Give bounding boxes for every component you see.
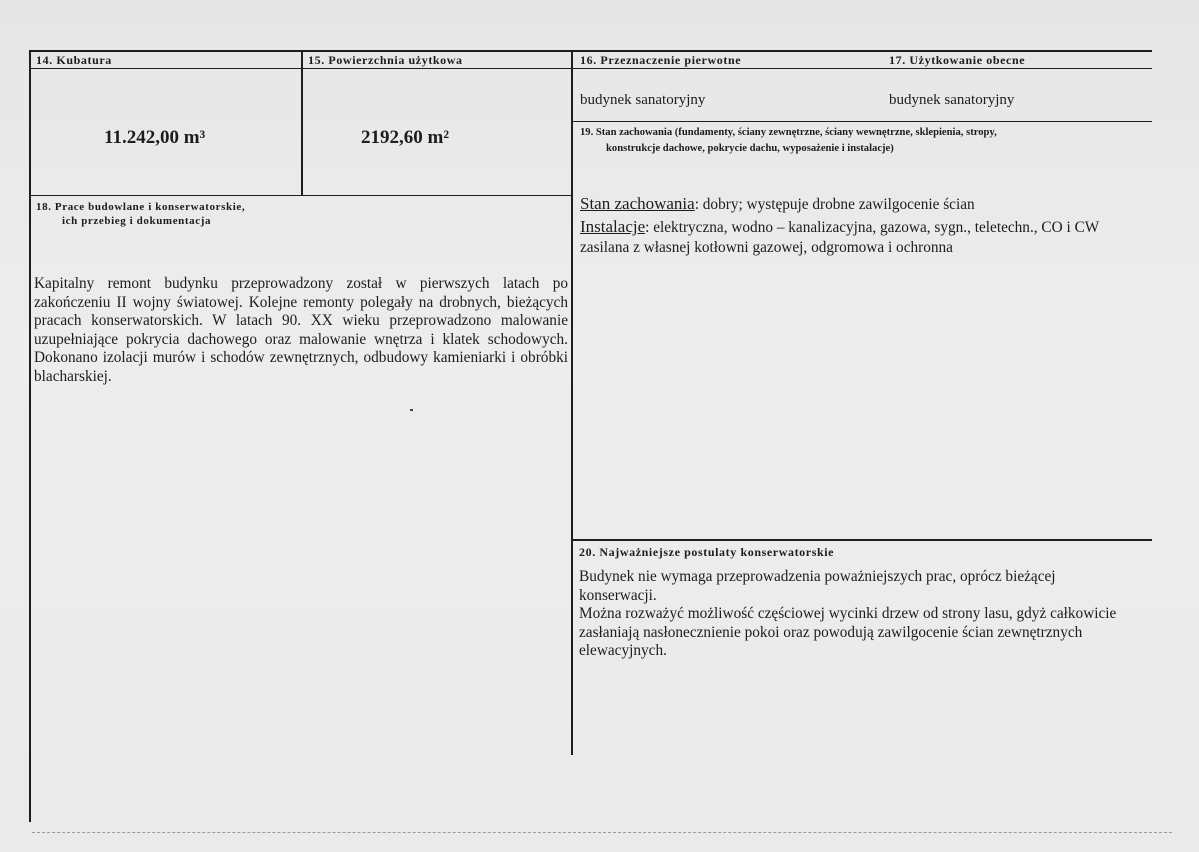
postulaty-label: 20. Najważniejsze postulaty konserwatorskie: [579, 545, 835, 559]
uzytkowanie-value: budynek sanatoryjny: [889, 92, 1015, 108]
row-divider-19: [572, 121, 1152, 122]
powierzchnia-label: 15. Powierzchnia użytkowa: [308, 53, 463, 67]
top-border-line: [29, 50, 1152, 52]
prace-label-line2: ich przebieg i dokumentacja: [62, 215, 212, 227]
middle-divider-line: [571, 50, 573, 755]
instalacje-text: [580, 217, 1120, 258]
przeznaczenie-value: budynek sanatoryjny: [580, 92, 706, 108]
przeznaczenie-label: 16. Przeznaczenie pierwotne: [580, 53, 742, 67]
stan-zachowania-text: [580, 194, 1140, 215]
stan-zachowania-label-line1: 19. Stan zachowania (fundamenty, ściany zewnętrzne, ściany wewnętrzne, sklepienia, stropy,: [580, 127, 997, 138]
powierzchnia-value: 2192,60 m²: [361, 127, 450, 148]
page-bottom-dashed-line: [32, 832, 1172, 833]
header-row-underline: [29, 68, 1152, 69]
uzytkowanie-label: 17. Użytkowanie obecne: [889, 53, 1026, 67]
scan-speck: [410, 409, 413, 411]
stan-zachowania-label-line2: konstrukcje dachowe, pokrycie dachu, wyposażenie i instalacje): [606, 143, 894, 154]
stan-zachowania-heading: Stan zachowania: [580, 194, 695, 213]
postulaty-paragraph-1: Budynek nie wymaga przeprowadzenia poważniejszych prac, oprócz bieżącej konserwacji.: [579, 568, 1056, 604]
kubatura-label: 14. Kubatura: [36, 53, 112, 67]
instalacje-heading: Instalacje: [580, 217, 646, 236]
instalacje-value: : elektryczna, wodno – kanalizacyjna, gazowa, sygn., teletechn., CO i CW zasilana z własnej kotłowni gazowej, odgromowa i ochronna: [580, 219, 1099, 256]
postulaty-paragraph-2: Można rozważyć możliwość częściowej wycinki drzew od strony lasu, gdyż całkowicie zasłaniają nasłonecznienie pokoi oraz powodują zawilgocenie ścian zewnętrznych elewacyjnych.: [579, 605, 1117, 660]
stan-zachowania-value: : dobry; występuje drobne zawilgocenie ścian: [694, 196, 975, 213]
kubatura-value: 11.242,00 m³: [104, 127, 206, 148]
divider-14-15: [301, 50, 303, 195]
prace-label-line1: 18. Prace budowlane i konserwatorskie,: [36, 201, 246, 213]
row-divider-18: [29, 195, 572, 196]
row-divider-20: [572, 539, 1152, 541]
left-border-line: [29, 50, 31, 822]
prace-budowlane-text: Kapitalny remont budynku przeprowadzony został w pierwszych latach po zakończeniu II wojny światowej. Kolejne remonty polegały na drobnych, bieżących pracach konserwatorskich. W latach 90. XX wieku przeprowadzono malowanie uzupełniające pokrycia dachowego oraz malowanie wnętrza i klatek schodowych. Dokonano izolacji murów i schodów zewnętrznych, odbudowy kamieniarki i obróbki blacharskiej.: [34, 275, 568, 385]
